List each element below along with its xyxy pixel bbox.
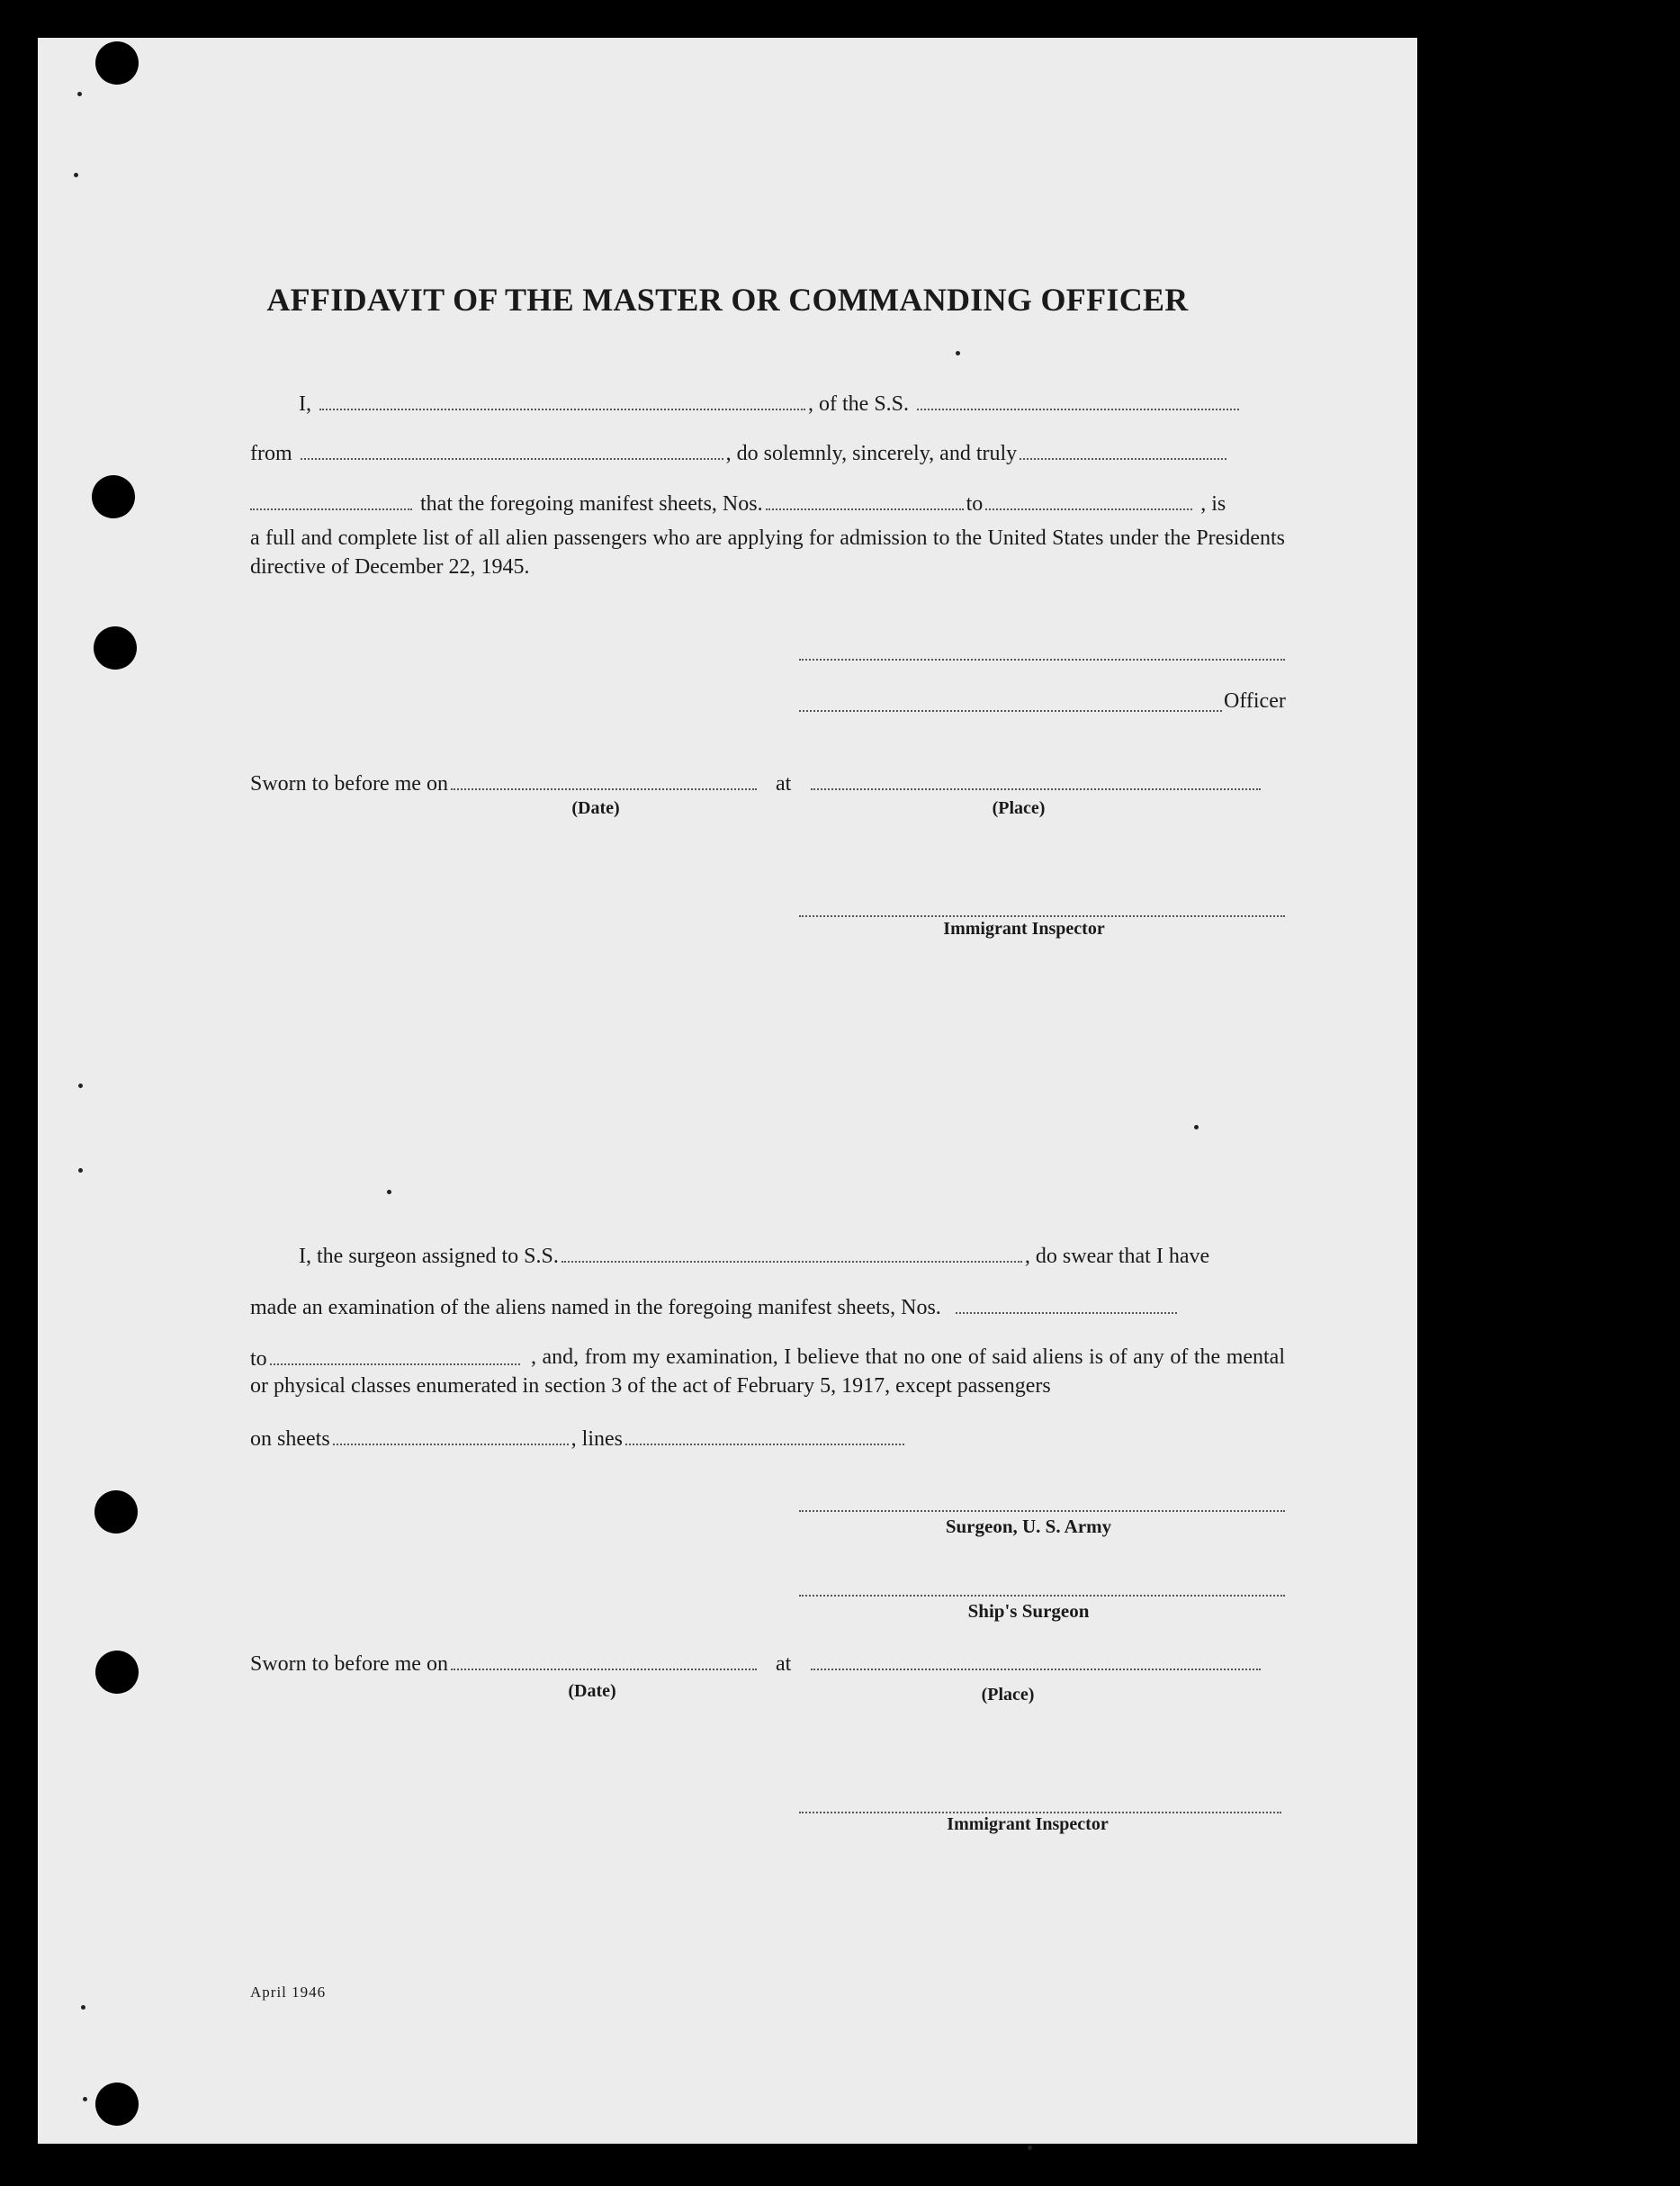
punch-hole-decoration [94,1490,138,1534]
master-line-2 [250,440,1285,472]
master-at-label: at [775,772,792,796]
nos-from-field[interactable] [766,490,964,510]
surgeon-ship-field[interactable] [561,1243,1022,1263]
surgeon-inspector-line[interactable] [799,1810,1281,1813]
master-sworn-line [250,770,1285,803]
ship-surgeon-caption: Ship's Surgeon [967,1600,1090,1622]
surgeon-line5-mid: , lines [570,1427,623,1451]
surgeon-date-field[interactable] [451,1651,757,1670]
officer-label: Officer [1224,689,1286,713]
ship-name-field[interactable] [917,391,1239,410]
surgeon-date-caption: (Date) [568,1681,616,1701]
from-field[interactable] [301,440,723,460]
lines-field[interactable] [625,1426,904,1445]
master-line3-mid: that the foregoing manifest sheets, Nos. [420,492,763,516]
sworn-manner-field[interactable] [1020,440,1226,460]
surgeon-sworn-label: Sworn to before me on [250,1652,448,1676]
speck-decoration [77,92,82,96]
master-sworn-label: Sworn to before me on [250,772,448,796]
master-inspector-line[interactable] [799,913,1285,917]
surgeon-line1-start: I, the surgeon assigned to S.S. [299,1245,559,1268]
army-surgeon-caption: Surgeon, U. S. Army [945,1516,1112,1537]
surgeon-inspector-caption: Immigrant Inspector [947,1814,1109,1834]
affirm-field[interactable] [250,490,412,510]
punch-hole-decoration [94,626,137,670]
surgeon-nos-from-field[interactable] [956,1294,1177,1314]
speck-decoration [387,1190,391,1194]
master-place-caption: (Place) [992,798,1046,818]
master-paragraph: a full and complete list of all alien passengers who are applying for admission to the United States under the Presidents directive of December 22, 1945. [250,526,1285,579]
punch-hole-decoration [95,1651,139,1694]
surgeon-sworn-line [250,1651,1285,1683]
master-date-field[interactable] [451,770,757,790]
punch-hole-decoration [95,2083,139,2126]
surgeon-line-5 [250,1426,1285,1458]
punch-hole-decoration [95,41,139,85]
master-line-3 [250,490,1285,523]
speck-decoration [1028,2146,1032,2150]
signature-line[interactable] [799,657,1285,661]
speck-decoration [956,351,960,355]
master-line2-start: from [250,442,292,465]
speck-decoration [81,2005,85,2010]
surgeon-line-2 [250,1294,1285,1327]
master-place-field[interactable] [811,770,1261,790]
master-date-caption: (Date) [571,798,620,818]
surgeon-place-caption: (Place) [981,1685,1035,1705]
master-line1-mid: , of the S.S. [808,392,910,416]
master-line3-end: , is [1200,492,1226,516]
surgeon-paragraph: , and, from my examination, I believe that no one of said aliens is of any of the mental or physical classes enumerated in section 3 of the act of February 5, 1917, except passengers [250,1345,1285,1398]
speck-decoration [1194,1125,1199,1129]
surgeon-line5-start: on sheets [250,1427,330,1451]
speck-decoration [74,173,78,177]
master-inspector-caption: Immigrant Inspector [943,919,1105,939]
surgeon-line1-end: , do swear that I have [1024,1245,1210,1268]
ship-surgeon-signature-line[interactable] [799,1593,1285,1597]
master-line3-to: to [966,492,984,516]
surgeon-line2-start: made an examination of the aliens named in the foregoing manifest sheets, Nos. [250,1296,941,1319]
sheets-field[interactable] [333,1426,569,1445]
speck-decoration [78,1168,83,1173]
speck-decoration [78,1084,83,1088]
officer-signature-line[interactable] [799,708,1222,712]
master-line1-start: I, [299,392,311,416]
page-title: AFFIDAVIT OF THE MASTER OR COMMANDING OFFICER [266,282,1189,318]
master-line2-mid: , do solemnly, sincerely, and truly [725,442,1018,465]
name-field[interactable] [319,391,805,410]
nos-to-field[interactable] [985,490,1192,510]
footer-date: April 1946 [250,1984,327,2001]
surgeon-line3-start: to [250,1347,267,1371]
army-surgeon-signature-line[interactable] [799,1508,1285,1512]
speck-decoration [83,2097,87,2101]
surgeon-place-field[interactable] [811,1651,1261,1670]
document-page [38,38,1417,2144]
punch-hole-decoration [92,475,135,518]
surgeon-line-1 [250,1243,1285,1275]
master-line-1 [250,391,1285,423]
surgeon-at-label: at [775,1652,792,1676]
